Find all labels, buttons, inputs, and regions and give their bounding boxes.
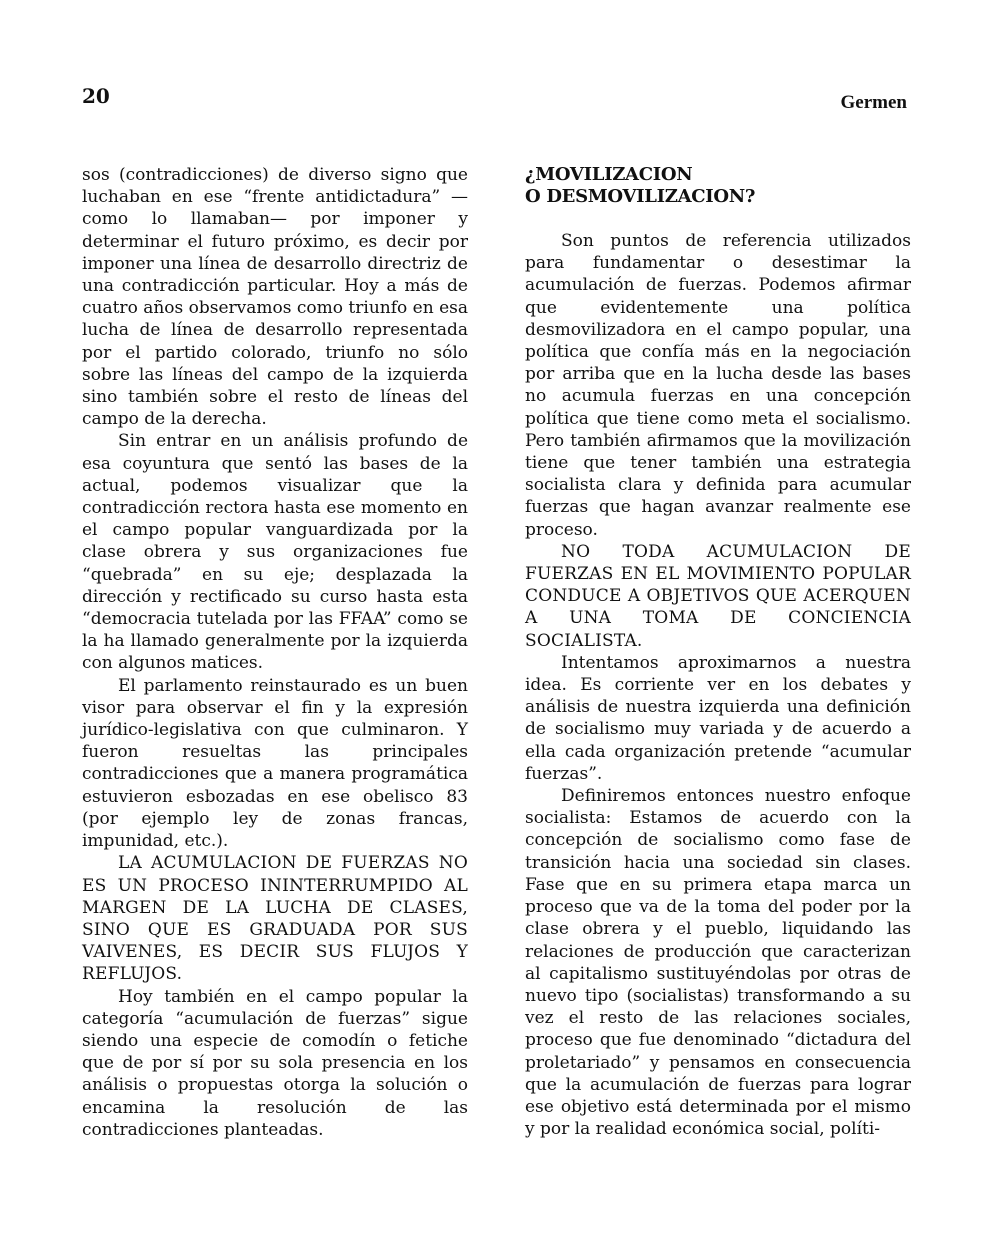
paragraph: Intentamos aproximarnos a nuestra idea. Es corriente ver en los debates y análisis de nuestra izquierda una definición de socialismo muy variada y de acuerdo a ella cada organización pretende “acumular fuerzas”.	[525, 652, 911, 784]
paragraph: sos (contradicciones) de diverso signo que luchaban en ese “frente antidictadura” —como lo llamaban— por imponer y determinar el futuro próximo, es decir por imponer una línea de desarrollo directriz de una contradicción particular. Hoy a más de cuatro años observamos como triunfo en esa lucha de línea de desarrollo representada por el partido colorado, triunfo no sólo sobre las líneas del campo de la izquierda sino también sobre el resto de líneas del campo de la derecha.	[82, 165, 468, 430]
page-number: 20	[82, 84, 110, 108]
emphasis-paragraph: LA ACUMULACION DE FUERZAS NO ES UN PROCESO ININTERRUMPIDO AL MARGEN DE LA LUCHA DE CLASES, SINO QUE ES GRADUADA POR SUS VAIVENES, ES DECIR SUS FLUJOS Y REFLUJOS.	[82, 853, 468, 985]
section-heading	[525, 164, 911, 208]
right-column	[525, 164, 911, 1140]
paragraph: Hoy también en el campo popular la categoría “acumulación de fuerzas” sigue siendo una especie de comodín o fetiche que de por sí por su sola presencia en los análisis o propuestas otorga la solución o encamina la resolución de las contradicciones planteadas.	[82, 986, 468, 1140]
section-heading-line: ¿MOVILIZACION	[525, 164, 693, 185]
emphasis-paragraph: NO TODA ACUMULACION DE FUERZAS EN EL MOVIMIENTO POPULAR CONDUCE A OBJETIVOS QUE ACERQUEN A UNA TOMA DE CONCIENCIA SOCIALISTA.	[525, 541, 911, 651]
paragraph: Definiremos entonces nuestro enfoque socialista: Estamos de acuerdo con la concepción de socialismo como fase de transición hacia una sociedad sin clases. Fase que en su primera etapa marca un proceso que va de la toma del poder por la clase obrera y el pueblo, liquidando las relaciones de producción que caracterizan al capitalismo sustituyéndolas por otras de nuevo tipo (socialistas) transformando a su vez el resto de las relaciones sociales, proceso que fue denominado “dictadura del proletariado” y pensamos en consecuencia que la acumulación de fuerzas para lograr ese objetivo está determinada por el mismo y por la realidad económica social, políti-	[525, 786, 911, 1140]
paragraph: Son puntos de referencia utilizados para fundamentar o desestimar la acumulación de fuerzas. Podemos afirmar que evidentemente una política desmovilizadora en el campo popular, una política que confía más en la negociación por arriba que en la lucha desde las bases no acumula fuerzas en una concepción política que tiene como meta el socialismo. Pero también afirmamos que la movilización tiene que tener también una estrategia socialista clara y definida para acumular fuerzas que hagan avanzar realmente ese proceso.	[525, 231, 911, 540]
section-heading-line: O DESMOVILIZACION?	[525, 186, 756, 207]
left-column	[82, 164, 468, 1141]
paragraph: El parlamento reinstaurado es un buen visor para observar el fin y la expresión jurídico-legislativa con que culminaron. Y fueron resueltas las principales contradicciones que a manera programática estuvieron esbozadas en ese obelisco 83 (por ejemplo ley de zonas francas, impunidad, etc.).	[82, 675, 468, 852]
paragraph: Sin entrar en un análisis profundo de esa coyuntura que sentó las bases de la actual, podemos visualizar que la contradicción rectora hasta ese momento en el campo popular vanguardizada por la clase obrera y sus organizaciones fue “quebrada” en su eje; desplazada la dirección y rectificado su curso hasta esta “democracia tutelada por las FFAA” como se la ha llamado generalmente por la izquierda con algunos matices.	[82, 431, 468, 674]
running-title: Germen	[840, 92, 907, 113]
